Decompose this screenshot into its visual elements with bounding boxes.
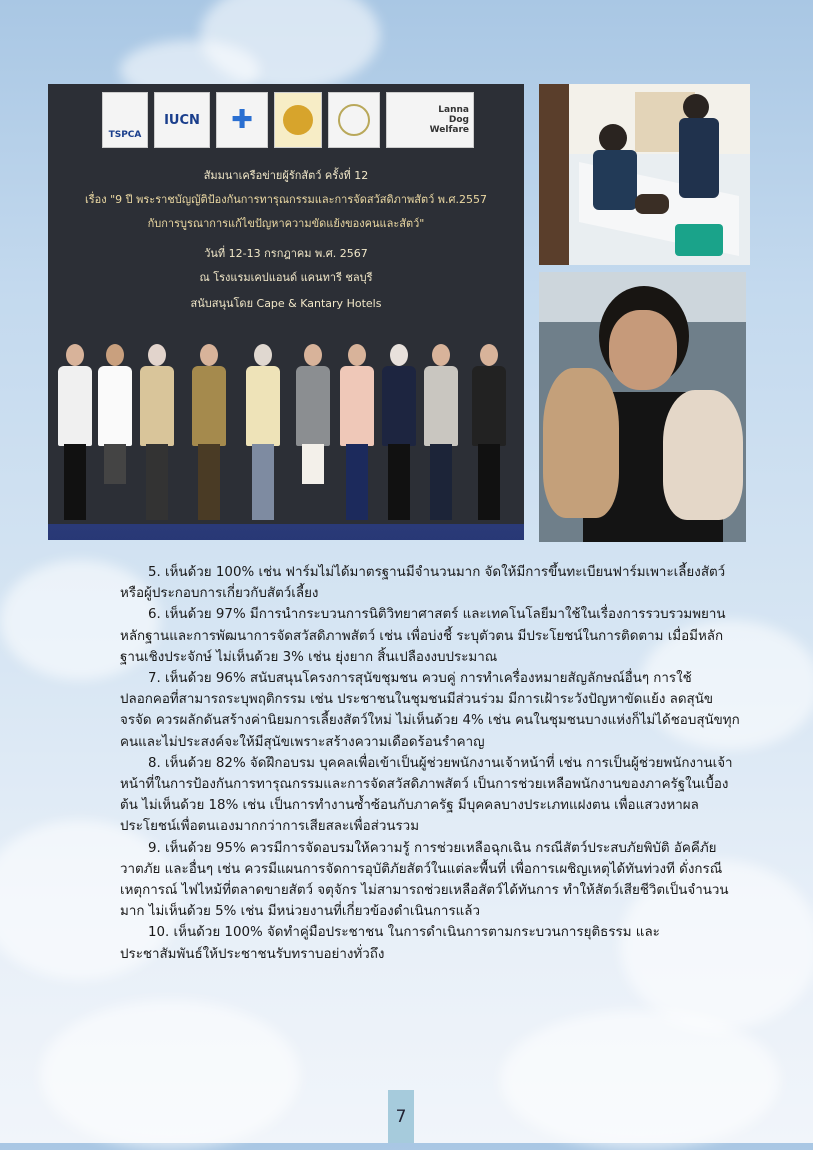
woman-with-dogs-photo bbox=[539, 272, 746, 542]
government-seal-logo bbox=[274, 92, 322, 148]
paragraph-item-6: 6. เห็นด้วย 97% มีการนำกระบวนการนิติวิทยาศาสตร์ และเทคโนโลยีมาใช้ในเรื่องการรวบรวมพยานหลักฐานและการพัฒนาการจัดสวัสดิภาพสัตว์ เช่น เพื่อบ่งชี้ ระบุตัวตน มีประโยชน์ในการติดตาม เมื่อมีหลักฐานเชิงประจักษ์ ไม่เห็นด้วย 3% เช่น ยุ่งยาก สิ้นเปลืองงบประมาณ bbox=[120, 607, 726, 665]
page-number-box bbox=[388, 1090, 414, 1143]
conference-group-photo bbox=[48, 84, 524, 540]
person bbox=[58, 344, 92, 524]
banner-subtitle-2: กับการบูรณาการแก้ไขปัญหาความขัดแย้งของคนและสัตว์" bbox=[147, 217, 425, 230]
person bbox=[140, 344, 174, 524]
lanna-dog-welfare-logo: Lanna Dog Welfare bbox=[386, 92, 474, 148]
paragraph-item-10: 10. เห็นด้วย 100% จัดทำคู่มือประชาชน ในการดำเนินการตามกระบวนการยุติธรรม และประชาสัมพันธ์ให้ประชาชนรับทราบอย่างทั่วถึง bbox=[120, 925, 660, 962]
person bbox=[382, 344, 416, 524]
veterinary-exam-photo bbox=[539, 84, 750, 265]
banner-subtitle-1: เรื่อง "9 ปี พระราชบัญญัติป้องกันการทารุณกรรมและการจัดสวัสดิภาพสัตว์ พ.ศ.2557 bbox=[84, 193, 488, 206]
banner-sponsor: สนับสนุนโดย Cape & Kantary Hotels bbox=[190, 297, 382, 310]
person bbox=[296, 344, 330, 524]
banner-venue: ณ โรงแรมเคปแอนด์ แคนทารี ชลบุรี bbox=[199, 271, 373, 284]
page-number: 7 bbox=[395, 1106, 407, 1127]
person bbox=[424, 344, 458, 524]
person bbox=[246, 344, 280, 524]
iucn-logo: IUCN bbox=[154, 92, 210, 148]
paragraph-item-7: 7. เห็นด้วย 96% สนับสนุนโครงการสุนัขชุมชน ควบคู่ การทำเครื่องหมายสัญลักษณ์อื่นๆ การใช้ปลอกคอที่สามารถระบุพฤติกรรม เช่น ประชาชนในชุมชนมีส่วนร่วม มีการเฝ้าระวังปัญหาขัดแย้ง ลดสุนัขจรจัด ควรผลักดันสร้างค่านิยมการเลี้ยงสัตว์ใหม่ ไม่เห็นด้วย 4% เช่น คนในชุมชนบางแห่งก็ไม่ได้ชอบสุนัขทุกคนและไม่ประสงค์จะให้มีสุนัขเพราะสร้างความเดือดร้อนรำคาญ bbox=[120, 671, 740, 750]
person bbox=[472, 344, 506, 524]
tspca-logo: TSPCA bbox=[102, 92, 148, 148]
stage-carpet bbox=[48, 524, 524, 540]
person bbox=[340, 344, 374, 524]
article-body bbox=[120, 562, 740, 965]
paragraph-item-9: 9. เห็นด้วย 95% ควรมีการจัดอบรมให้ความรู้ การช่วยเหลือฉุกเฉิน กรณีสัตว์ประสบภัยพิบัติ อัคคีภัย วาตภัย และอื่นๆ เช่น ควรมีแผนการจัดการอุบัติภัยสัตว์ในแต่ละพื้นที่ เพื่อการเผชิญเหตุได้ทันท่วงที ดั่งกรณีเหตุการณ์ ไฟไหม้ที่ตลาดขายสัตว์ จตุจักร ไม่สามารถช่วยเหลือสัตว์ได้ทันการ ทำให้สัตว์เสียชีวิตเป็นจำนวนมาก ไม่เห็นด้วย 5% เช่น มีหน่วยงานที่เกี่ยวข้องดำเนินการแล้ว bbox=[120, 840, 729, 920]
person bbox=[98, 344, 132, 524]
paragraph-item-8: 8. เห็นด้วย 82% จัดฝึกอบรม บุคคลเพื่อเข้าเป็นผู้ช่วยพนักงานเจ้าหน้าที่ เช่น การเป็นผู้ช่วยพนักงานเจ้าหน้าที่ในการป้องกันการทารุณกรรมและการจัดสวัสดิภาพสัตว์ เป็นการช่วยเหลือพนักงานของภาครัฐในเบื้องต้น ไม่เห็นด้วย 18% เช่น เป็นการทำงานซ้ำซ้อนกับภาครัฐ มีบุคคลบางประเภทแฝงตน เพื่อแสวงหาผลประโยชน์เพื่อตนเองมากกว่าการเสียสละเพื่อส่วนรวม bbox=[120, 755, 733, 835]
dog-emblem-logo bbox=[328, 92, 380, 148]
paragraph-item-5: 5. เห็นด้วย 100% เช่น ฟาร์มไม่ได้มาตรฐานมีจำนวนมาก จัดให้มีการขึ้นทะเบียนฟาร์มเพาะเลี้ยงสัตว์หรือผู้ประกอบการเกี่ยวกับสัตว์เลี้ยง bbox=[120, 565, 726, 602]
banner-title: สัมมนาเครือข่ายผู้รักสัตว์ ครั้งที่ 12 bbox=[203, 169, 369, 182]
person bbox=[192, 344, 226, 524]
medical-cross-logo: ✚ bbox=[216, 92, 268, 148]
banner-date: วันที่ 12-13 กรกฎาคม พ.ศ. 2567 bbox=[204, 247, 368, 260]
